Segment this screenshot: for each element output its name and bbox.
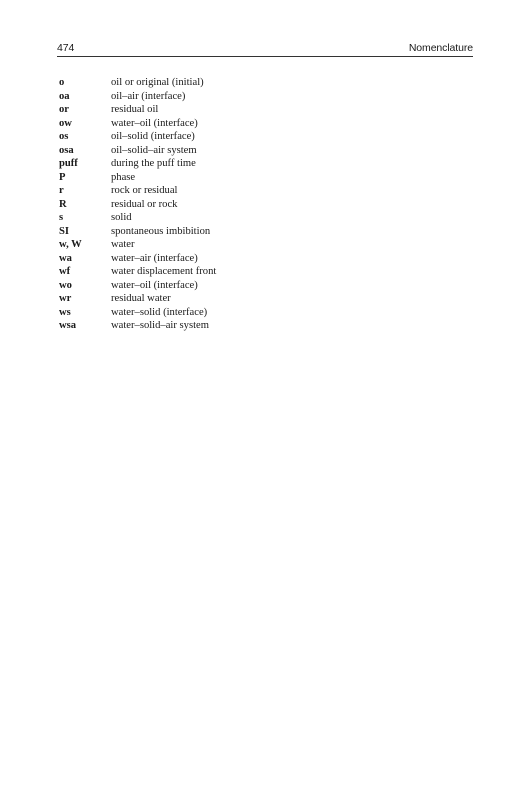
nomenclature-entry — [59, 76, 479, 90]
nomenclature-entry — [59, 252, 479, 266]
entry-symbol: os — [59, 131, 69, 142]
nomenclature-list — [59, 76, 479, 333]
entry-definition: oil–air (interface) — [111, 90, 186, 102]
entry-definition: water–oil (interface) — [111, 279, 198, 291]
entry-definition: phase — [111, 171, 136, 183]
nomenclature-entry — [59, 211, 479, 225]
entry-definition: rock or residual — [111, 185, 178, 196]
entry-definition: solid — [111, 212, 132, 223]
page-number: 474 — [57, 42, 75, 54]
nomenclature-entry — [59, 130, 479, 144]
nomenclature-entry — [59, 171, 479, 185]
entry-symbol: SI — [59, 225, 70, 237]
nomenclature-entry — [59, 184, 479, 198]
entry-definition: water — [111, 239, 135, 250]
entry-symbol: puff — [59, 158, 78, 169]
entry-symbol: r — [59, 185, 64, 196]
nomenclature-entry — [59, 279, 479, 293]
entry-symbol: ow — [59, 117, 72, 129]
nomenclature-entry — [59, 157, 479, 171]
nomenclature-entry — [59, 292, 479, 306]
nomenclature-entry — [59, 90, 479, 104]
nomenclature-entry — [59, 319, 479, 333]
nomenclature-entry — [59, 265, 479, 279]
running-header — [57, 38, 473, 54]
entry-symbol: s — [59, 212, 64, 223]
header-rule — [57, 56, 473, 57]
entry-symbol: P — [59, 171, 66, 183]
entry-symbol: w, W — [59, 239, 82, 250]
entry-symbol: wo — [59, 279, 72, 291]
entry-definition: water–air (interface) — [111, 252, 198, 264]
entry-definition: oil–solid–air system — [111, 144, 197, 156]
entry-symbol: osa — [59, 144, 74, 156]
nomenclature-entry — [59, 103, 479, 117]
nomenclature-entry — [59, 238, 479, 252]
entry-definition: residual or rock — [111, 198, 178, 210]
nomenclature-entry — [59, 198, 479, 212]
entry-symbol: or — [59, 104, 69, 115]
entry-definition: water–solid–air system — [111, 320, 209, 331]
entry-definition: during the puff time — [111, 158, 196, 169]
entry-definition: water displacement front — [111, 266, 217, 277]
entry-definition: oil–solid (interface) — [111, 131, 195, 142]
nomenclature-entry — [59, 225, 479, 239]
entry-definition: water–oil (interface) — [111, 117, 198, 129]
nomenclature-entry — [59, 306, 479, 320]
nomenclature-entry — [59, 144, 479, 158]
entry-symbol: R — [59, 198, 67, 210]
entry-symbol: wr — [59, 293, 72, 304]
nomenclature-entry — [59, 117, 479, 131]
entry-symbol: ws — [59, 306, 71, 318]
entry-definition: oil or original (initial) — [111, 77, 204, 88]
entry-symbol: wa — [59, 252, 72, 264]
entry-definition: spontaneous imbibition — [111, 225, 211, 237]
entry-symbol: wf — [59, 266, 71, 277]
entry-definition: residual oil — [111, 104, 159, 115]
entry-symbol: o — [59, 77, 65, 88]
section-title: Nomenclature — [408, 42, 473, 54]
entry-symbol: wsa — [59, 320, 77, 331]
entry-definition: water–solid (interface) — [111, 306, 208, 318]
entry-definition: residual water — [111, 293, 171, 304]
entry-symbol: oa — [59, 90, 70, 102]
